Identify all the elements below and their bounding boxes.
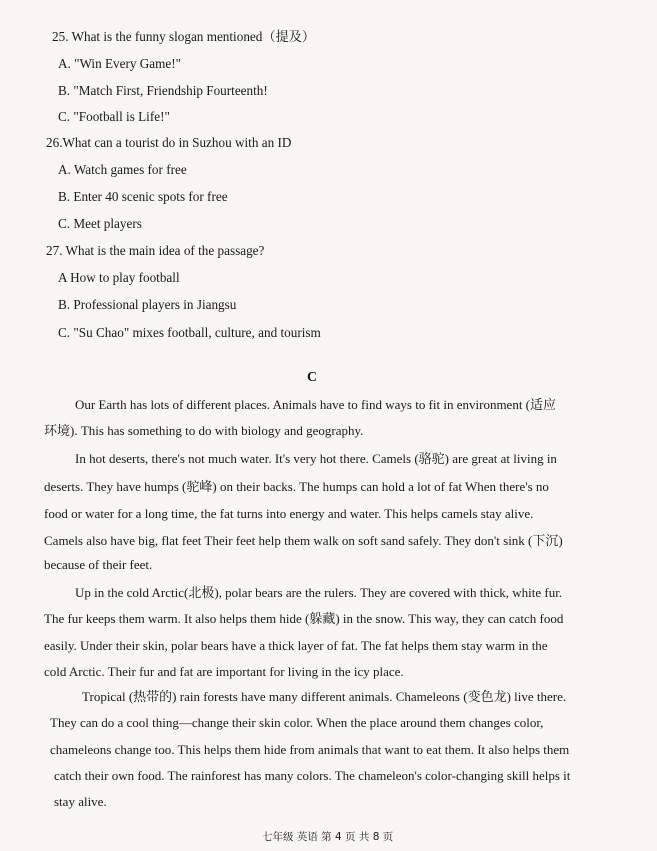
question-26-option-a: A. Watch games for free	[58, 162, 187, 177]
passage-line: because of their feet.	[44, 557, 153, 572]
question-26-option-c: C. Meet players	[58, 216, 142, 231]
question-25-option-c: C. "Football is Life!"	[58, 109, 170, 124]
question-27-stem: 27. What is the main idea of the passage?	[46, 243, 265, 258]
passage-line: In hot deserts, there's not much water. It's very hot there. Camels (骆驼) are great at living in	[75, 451, 557, 466]
question-27-option-b: B. Professional players in Jiangsu	[58, 297, 237, 312]
passage-line: cold Arctic. Their fur and fat are important for living in the icy place.	[44, 664, 404, 679]
passage-line: stay alive.	[54, 794, 107, 809]
passage-line: The fur keeps them warm. It also helps them hide (躲藏) in the snow. This way, they can catch food	[44, 611, 564, 626]
passage-line: chameleons change too. This helps them hide from animals that want to eat them. It also helps them	[50, 742, 570, 757]
passage-line: food or water for a long time, the fat turns into energy and water. This helps camels stay alive.	[44, 506, 534, 521]
question-26-option-b: B. Enter 40 scenic spots for free	[58, 189, 228, 204]
passage-line: Tropical (热带的) rain forests have many different animals. Chameleons (变色龙) live there.	[82, 689, 567, 704]
passage-line: Our Earth has lots of different places. Animals have to find ways to fit in environment (适应	[75, 397, 557, 412]
question-27-option-c: C. "Su Chao" mixes football, culture, and tourism	[58, 325, 321, 340]
question-26-stem: 26.What can a tourist do in Suzhou with an ID	[46, 135, 292, 150]
passage-line: easily. Under their skin, polar bears have a thick layer of fat. The fat helps them stay warm in the	[44, 638, 548, 653]
section-label: C	[307, 370, 318, 385]
passage-line: Up in the cold Arctic(北极), polar bears are the rulers. They are covered with thick, white fur.	[75, 585, 563, 600]
passage-line: deserts. They have humps (驼峰) on their backs. The humps can hold a lot of fat When there's no	[44, 479, 549, 494]
question-25-stem: 25. What is the funny slogan mentioned（提及）	[52, 29, 316, 44]
question-25-option-b: B. "Match First, Friendship Fourteenth!	[58, 83, 268, 98]
question-25-option-a: A. "Win Every Game!"	[58, 56, 182, 71]
passage-line: catch their own food. The rainforest has many colors. The chameleon's color-changing skill helps it	[54, 768, 571, 783]
passage-line: Camels also have big, flat feet Their feet help them walk on soft sand safely. They don't sink (下沉)	[44, 533, 563, 548]
passage-line: 环境). This has something to do with biology and geography.	[44, 423, 364, 438]
passage-line: They can do a cool thing—change their skin color. When the place around them changes color,	[50, 715, 544, 730]
question-27-option-a: A How to play football	[58, 270, 180, 285]
page-footer: 七年级 英语 第 4 页 共 8 页	[262, 831, 394, 843]
